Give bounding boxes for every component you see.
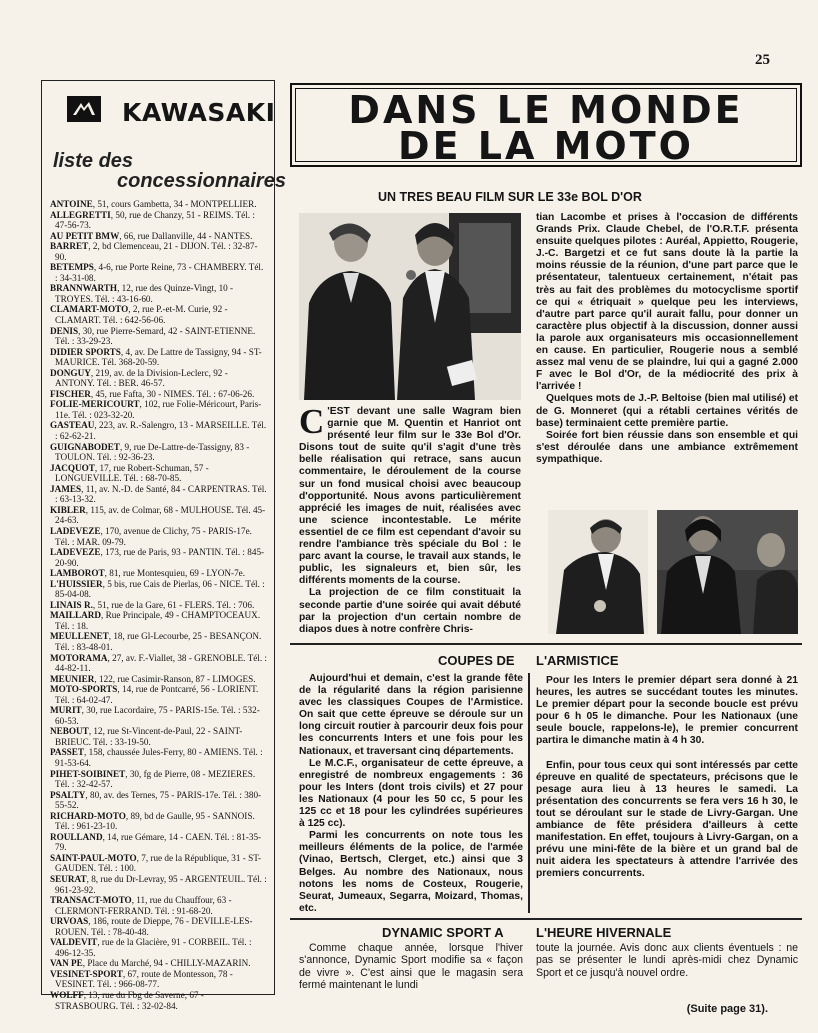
dealer-list bbox=[50, 199, 268, 1011]
dealer-address: , 115, av. de Colmar, 68 - MULHOUSE. Tél. 45-24-63. bbox=[55, 504, 266, 526]
dealer-address: , 11, rue du Chauffour, 63 - CLERMONT-FERRAND. Tél. : 91-68-20. bbox=[55, 895, 232, 916]
dealer-entry bbox=[50, 526, 268, 547]
dealer-name: DIDIER SPORTS bbox=[50, 346, 121, 357]
dealer-name: PIHET-SOIBINET bbox=[50, 768, 126, 779]
kawasaki-logo-icon bbox=[67, 96, 101, 122]
dealer-name: ROULLAND bbox=[50, 831, 103, 842]
dealer-address: , 173, rue de Paris, 93 - PANTIN. Tél. : 845-20-90. bbox=[55, 547, 265, 568]
photo-interview-right bbox=[657, 510, 798, 634]
dealer-name: RICHARD-MOTO bbox=[50, 810, 126, 821]
dealer-address: , 50, rue de Chanzy, 51 - REIMS. Tél. : 47-56-73. bbox=[55, 209, 255, 231]
coupes-paragraph-5: Enfin, pour tous ceux qui sont intéressés par cette épreuve en qualité de spectateurs, précisons que le pesage aura lieu à 13 heures le samedi. La présentation des concurrents se fera vers 16 h 30, le tout se déroulant sur le stade de Livry-Gargan. Une ambiance de fête présidera d'ailleurs à cette manifestation. En effet, toujours à Livry-Gargan, on a prévu une mini-fête de la bière et un grand bal de nuit aidera les spectateurs à attendre l'arrivée des premiers concurrents. bbox=[536, 759, 798, 880]
coupes-article-col1 bbox=[299, 673, 523, 915]
dealer-entry bbox=[50, 895, 268, 916]
dealer-entry bbox=[50, 199, 268, 210]
dealer-name: CLAMART-MOTO bbox=[50, 304, 129, 315]
dealer-address: , 17, rue Robert-Schuman, 57 - LONGUEVILLE. Tél. : 68-70-85. bbox=[55, 462, 209, 484]
dealer-address: , Rue Principale, 49 - CHAMPTOCEAUX. Tél. : 18. bbox=[55, 610, 261, 631]
dealer-entry bbox=[50, 547, 268, 568]
dealer-name: VAN PE bbox=[50, 958, 83, 969]
dealer-address: , 14, rue de Pontcarré, 56 - LORIENT. Tél. : 64-02-47. bbox=[55, 684, 259, 705]
dealer-address: , 158, chaussée Jules-Ferry, 80 - AMIENS. Tél. : 91-53-64. bbox=[55, 747, 263, 768]
dealer-entry bbox=[50, 484, 268, 505]
dealer-entry bbox=[50, 747, 268, 768]
coupes-paragraph-4: Pour les Inters le premier départ sera donné à 21 heures, les autres se succédant toutes les minutes. Le premier départ pour la seconde boucle est prévu pour 6 h 05 le dimanche. Pour les Nationaux (une seule boucle, rappelons-le), le premier concurrent partira le dimanche matin à 4 h 30. bbox=[536, 675, 798, 747]
dealer-address: , 4, av. De Lattre de Tassigny, 94 - ST-MAURICE. Tél. 368-20-59. bbox=[55, 346, 262, 368]
dealer-name: WOLFF bbox=[50, 990, 84, 1001]
film-article-col1 bbox=[299, 402, 521, 636]
dealer-address: , 12, rue des Quinze-Vingt, 10 - TROYES. Tél. : 43-16-60. bbox=[55, 283, 234, 304]
dealer-entry bbox=[50, 653, 268, 674]
coupes-article-col2 bbox=[536, 675, 798, 881]
dealer-entry bbox=[50, 210, 268, 231]
dealer-name: VALDEVIT bbox=[50, 937, 98, 948]
dealer-entry bbox=[50, 790, 268, 811]
dynamic-article-col2 bbox=[536, 942, 798, 979]
dealer-address: , 13, rue du Fbg de Saverne, 67 - STRASBOURG. Tél. : 32-02-84. bbox=[55, 990, 204, 1011]
film-paragraph-1: 'EST devant une salle Wagram bien garnie que M. Quentin et Hanriot ont présenté leur film sur le 33e Bol d'Or. Disons tout de suite qu'il s'agit d'une très belle réalisation qui retrace, sans aucun commentaire, le déroulement de la course sur un fond musical choisi avec beaucoup d'opportunité. Nous avons particulièrement apprécié les images de nuit, réalisées avec une science incontestable. Le mérite essentiel de ce film est cependant d'avoir su rendre l'ambiance très spéciale du Bol : le parc avant la course, le travail aux stands, le public, les signaleurs et, bien sûr, les différents moments de la course. bbox=[299, 406, 521, 587]
dealer-address: , 30, fg de Pierre, 08 - MEZIERES. Tél. : 32-42-57. bbox=[55, 768, 256, 790]
dealer-name: FISCHER bbox=[50, 388, 91, 399]
dealer-list-box bbox=[41, 80, 286, 1011]
dealer-address: , 14, rue Gémare, 14 - CAEN. Tél. : 81-35-79. bbox=[55, 831, 262, 853]
film-section-title: UN TRES BEAU FILM SUR LE 33e BOL D'OR bbox=[378, 190, 642, 204]
dealer-entry bbox=[50, 463, 268, 484]
dealer-entry bbox=[50, 811, 268, 832]
dealer-name: ANTOINE bbox=[50, 199, 93, 209]
headline-line2: DE LA MOTO bbox=[398, 124, 694, 168]
dealer-entry bbox=[50, 568, 268, 579]
dealer-entry bbox=[50, 399, 268, 420]
dealer-address: , 223, av. R.-Salengro, 13 - MARSEILLE. Tél. : 62-62-21. bbox=[55, 420, 267, 442]
dealer-address: , 81, rue Montesquieu, 69 - LYON-7e. bbox=[104, 568, 246, 579]
film-paragraph-3: tian Lacombe et prises à l'occasion de différents Grands Prix. Claude Chebel, de l'O.R.T.F. présenta ensuite quelques pilotes : Auréal, Appietto, Rougerie, J.-C. Bargetzi et ce fut sans doute là la partie la moins réussie de la réunion, d'une part parce que le présentateur, talentueux certainement, n'était pas très au fait des problèmes du motocyclisme sportif ce qui « étriquait » quelque peu les interviews, d'autre part parce qu'il aurait fallu, pour donner un caractère plus objectif à la discussion, donner aussi la parole aux organisateurs mis occasionnellement en cause. En particulier, Rougerie nous a semblé assez mal venu de se plaindre, lui qui a gagné 2.000 F avec le Bol d'Or, de la médiocrité des prix à l'arrivée ! bbox=[536, 212, 798, 393]
list-title-line1: liste des bbox=[53, 150, 134, 172]
dealer-name: URVOAS bbox=[50, 916, 89, 927]
dealer-address: , 51, rue de la Gare, 61 - FLERS. Tél. : 706. bbox=[92, 599, 255, 610]
dealer-name: MEULLENET bbox=[50, 631, 109, 642]
dealer-entry bbox=[50, 705, 268, 726]
dealer-name: MEUNIER bbox=[50, 673, 95, 684]
dealer-address: , 11, av. N.-D. de Santé, 84 - CARPENTRAS. Tél. : 63-13-32. bbox=[55, 483, 267, 505]
column-divider bbox=[528, 673, 530, 913]
dealer-address: , 12, rue St-Vincent-de-Paul, 22 - SAINT-BRIEUC. Tél. : 33-19-50. bbox=[55, 726, 243, 747]
dynamic-title-left: DYNAMIC SPORT A bbox=[382, 925, 504, 940]
dealer-address: , 186, route de Dieppe, 76 - DEVILLE-LES-ROUEN. Tél. : 78-40-48. bbox=[55, 916, 253, 937]
dealer-entry bbox=[50, 769, 268, 790]
photo-presenters bbox=[299, 213, 521, 400]
dealer-name: SAINT-PAUL-MOTO bbox=[50, 852, 137, 863]
dealer-name: DENIS bbox=[50, 325, 79, 336]
dealer-entry bbox=[50, 347, 268, 368]
dealer-entry bbox=[50, 937, 268, 958]
dealer-name: BETEMPS bbox=[50, 262, 94, 273]
dealer-name: MOTORAMA bbox=[50, 652, 108, 663]
coupes-paragraph-1: Aujourd'hui et demain, c'est la grande fête de la régularité dans la région parisienne avec les classiques Coupes de l'Armistice. On sait que cette épreuve se déroule sur un long circuit routier à parcourir deux fois pour les concurrents Inters et une fois pour les Nationaux, et traversant cinq départements. bbox=[299, 673, 523, 757]
dealer-entry bbox=[50, 853, 268, 874]
dealer-entry bbox=[50, 304, 268, 325]
dealer-entry bbox=[50, 990, 268, 1011]
dealer-address: , 5 bis, rue Cais de Pierlas, 06 - NICE. Tél. : 85-04-08. bbox=[55, 578, 265, 600]
dealer-entry bbox=[50, 326, 268, 347]
dealer-address: , 2, bd Clemenceau, 21 - DIJON. Tél. : 32-87-90. bbox=[55, 241, 258, 262]
dealer-entry bbox=[50, 600, 268, 611]
dealer-name: LADEVEZE bbox=[50, 547, 101, 558]
dealer-address: , 8, rue du Dr-Levray, 95 - ARGENTEUIL. Tél. : 961-23-92. bbox=[55, 874, 267, 895]
dealer-name: MAILLARD bbox=[50, 610, 102, 621]
dealer-name: VESINET-SPORT bbox=[50, 968, 123, 979]
dealer-address: , 51, cours Gambetta, 34 - MONTPELLIER. bbox=[92, 199, 257, 209]
dealer-entry bbox=[50, 958, 268, 969]
dealer-address: , 4-6, rue Porte Reine, 73 - CHAMBERY. Tél. : 34-31-08. bbox=[55, 262, 264, 283]
dealer-address: , 27, av. F.-Viallet, 38 - GRENOBLE. Tél. : 44-82-11. bbox=[55, 652, 267, 674]
dealer-name: PASSET bbox=[50, 747, 85, 758]
dealer-entry bbox=[50, 916, 268, 937]
coupes-title-left: COUPES DE bbox=[438, 653, 515, 668]
dealer-name: SEURAT bbox=[50, 874, 87, 884]
dealer-name: PSALTY bbox=[50, 789, 86, 800]
dealer-name: GUIGNABODET bbox=[50, 441, 120, 452]
dealer-entry bbox=[50, 726, 268, 747]
dealer-address: , 30, rue Lacordaire, 75 - PARIS-15e. Tél. : 532-60-53. bbox=[55, 705, 260, 726]
dealer-name: AU PETIT BMW bbox=[50, 230, 120, 241]
film-paragraph-4: Quelques mots de J.-P. Beltoise (bien mal utilisé) et de G. Monneret (qui a rétabli certaines vérités de base) terminaient cette première partie. bbox=[536, 393, 798, 429]
dealer-entry bbox=[50, 684, 268, 705]
dealer-entry bbox=[50, 442, 268, 463]
dealer-name: BRANNWARTH bbox=[50, 283, 118, 294]
dealer-name: DONGUY bbox=[50, 367, 91, 378]
list-title bbox=[53, 150, 286, 192]
coupes-paragraph-2: Le M.C.F., organisateur de cette épreuve, a enregistré de nombreux engagements : 36 pour les Inters (dont trois civils) et 27 pour les Nationaux (4 pour les 50 cc, 5 pour les 125 cc et 18 pour les cylindrées supérieures à 125 cc). bbox=[299, 757, 523, 830]
dealer-entry bbox=[50, 283, 268, 304]
dealer-address: , 219, av. de la Division-Leclerc, 92 - ANTONY. Tél. : BER. 46-57. bbox=[55, 367, 228, 389]
dealer-name: L'HUISSIER bbox=[50, 578, 103, 589]
page-number: 25 bbox=[755, 52, 770, 68]
dealer-name: MURIT bbox=[50, 705, 82, 716]
dealer-address: , 80, av. des Ternes, 75 - PARIS-17e. Tél. : 380-55-52. bbox=[55, 789, 262, 811]
dealer-address: , 7, rue de la République, 31 - ST-GAUDEN. Tél. : 100. bbox=[55, 852, 262, 874]
dealer-address: , Place du Marché, 94 - CHILLY-MAZARIN. bbox=[82, 958, 251, 969]
dealer-name: JAMES bbox=[50, 483, 82, 494]
dealer-name: BARRET bbox=[50, 241, 89, 252]
dynamic-paragraph-2: toute la journée. Avis donc aux clients éventuels : ne pas se présenter le lundi après-midi chez Dynamic Sport et ce jusqu'à nouvel ordre. bbox=[536, 942, 798, 979]
brand-title: KAWASAKI bbox=[122, 98, 276, 127]
section-divider bbox=[290, 643, 802, 645]
dealer-name: LADEVEZE bbox=[50, 525, 101, 536]
dealer-name: KIBLER bbox=[50, 504, 86, 515]
section-divider-2 bbox=[290, 918, 802, 920]
dealer-address: , 45, rue Fafta, 30 - NIMES. Tél. : 67-06-26. bbox=[90, 388, 255, 399]
dealer-entry bbox=[50, 505, 268, 526]
dealer-address: , 89, bd de Gaulle, 95 - SANNOIS. Tél. : 961-23-10. bbox=[55, 810, 255, 832]
dealer-name: NEBOUT bbox=[50, 726, 89, 737]
dealer-entry bbox=[50, 241, 268, 262]
dealer-entry bbox=[50, 579, 268, 600]
dealer-entry bbox=[50, 262, 268, 283]
dynamic-title-right: L'HEURE HIVERNALE bbox=[536, 925, 672, 940]
dealer-entry bbox=[50, 674, 268, 685]
dealer-address: , 170, avenue de Clichy, 75 - PARIS-17e. Tél. : MAR. 09-79. bbox=[55, 525, 252, 547]
dealer-address: , 102, rue Folie-Méricourt, Paris-11e. Tél. : 023-32-20. bbox=[55, 399, 262, 420]
dealer-entry bbox=[50, 631, 268, 652]
film-article-col2 bbox=[536, 212, 798, 466]
dealer-name: JACQUOT bbox=[50, 462, 95, 473]
list-title-line2: concessionnaires bbox=[117, 170, 286, 192]
dealer-address: , 67, route de Montesson, 78 - VESINET. Tél. : 966-08-77. bbox=[55, 968, 233, 990]
dealer-entry bbox=[50, 832, 268, 853]
dealer-entry bbox=[50, 231, 268, 242]
photo-interview-left bbox=[548, 510, 648, 634]
film-paragraph-2: La projection de ce film constituait la seconde partie d'une soirée qui avait débuté par la projection d'un certain nombre de diapos dues à notre confrère Chris- bbox=[299, 587, 521, 635]
dynamic-article-col1 bbox=[299, 942, 523, 991]
dealer-entry bbox=[50, 874, 268, 895]
dealer-entry bbox=[50, 969, 268, 990]
film-paragraph-5: Soirée fort bien réussie dans son ensemble et qui s'est déroulée dans une ambiance extrêmement sympathique. bbox=[536, 429, 798, 465]
dealer-name: ALLEGRETTI bbox=[50, 209, 111, 220]
dynamic-paragraph-1: Comme chaque année, lorsque l'hiver s'annonce, Dynamic Sport modifie sa « façon de vivre ». C'est ainsi que le magasin sera fermé maintenant le lundi bbox=[299, 942, 523, 991]
dealer-address: , 66, rue Dallanville, 44 - NANTES. bbox=[119, 230, 253, 241]
continued-note: (Suite page 31). bbox=[686, 1003, 768, 1015]
coupes-title-right: L'ARMISTICE bbox=[536, 653, 619, 668]
dealer-name: LAMBOROT bbox=[50, 568, 105, 579]
dealer-address: , 122, rue Casimir-Ranson, 87 - LIMOGES. bbox=[94, 673, 256, 684]
dealer-name: TRANSACT-MOTO bbox=[50, 895, 132, 906]
dealer-entry bbox=[50, 389, 268, 400]
dealer-entry bbox=[50, 610, 268, 631]
dealer-address: , 18, rue Gl-Lecourbe, 25 - BESANÇON. Tél. : 83-48-01. bbox=[55, 631, 262, 652]
drop-cap: C bbox=[299, 402, 325, 441]
dealer-address: , 9, rue De-Lattre-de-Tassigny, 83 - TOULON. Tél. : 92-36-23. bbox=[55, 441, 250, 463]
dealer-name: MOTO-SPORTS bbox=[50, 684, 118, 695]
dealer-address: , 2, rue P.-et-M. Curie, 92 - CLAMART. Tél. : 642-56-06. bbox=[55, 304, 228, 326]
dealer-entry bbox=[50, 420, 268, 441]
coupes-paragraph-3: Parmi les concurrents on note tous les meilleurs éléments de la police, de l'armée (Vinao, Bertsch, Clerget, etc.) ainsi que 3 Belges. Au nombre des Nationaux, nous notons les noms de Costeux, Rougerie, Seurat, Jumeaux, Segarra, Moizard, Thomas, etc. bbox=[299, 830, 523, 914]
dealer-name: GASTEAU bbox=[50, 420, 95, 431]
headline-box bbox=[290, 83, 802, 167]
dealer-entry bbox=[50, 368, 268, 389]
dealer-address: , 30, rue Pierre-Semard, 42 - SAINT-ETIENNE. Tél. : 33-29-23. bbox=[55, 325, 256, 347]
dealer-address: , rue de la Glacière, 91 - CORBEIL. Tél. : 496-12-35. bbox=[55, 937, 252, 958]
dealer-name: LINAIS R. bbox=[50, 599, 93, 610]
dealer-name: FOLIE-MERICOURT bbox=[50, 399, 140, 410]
headline-line1: DANS LE MONDE bbox=[348, 88, 744, 132]
